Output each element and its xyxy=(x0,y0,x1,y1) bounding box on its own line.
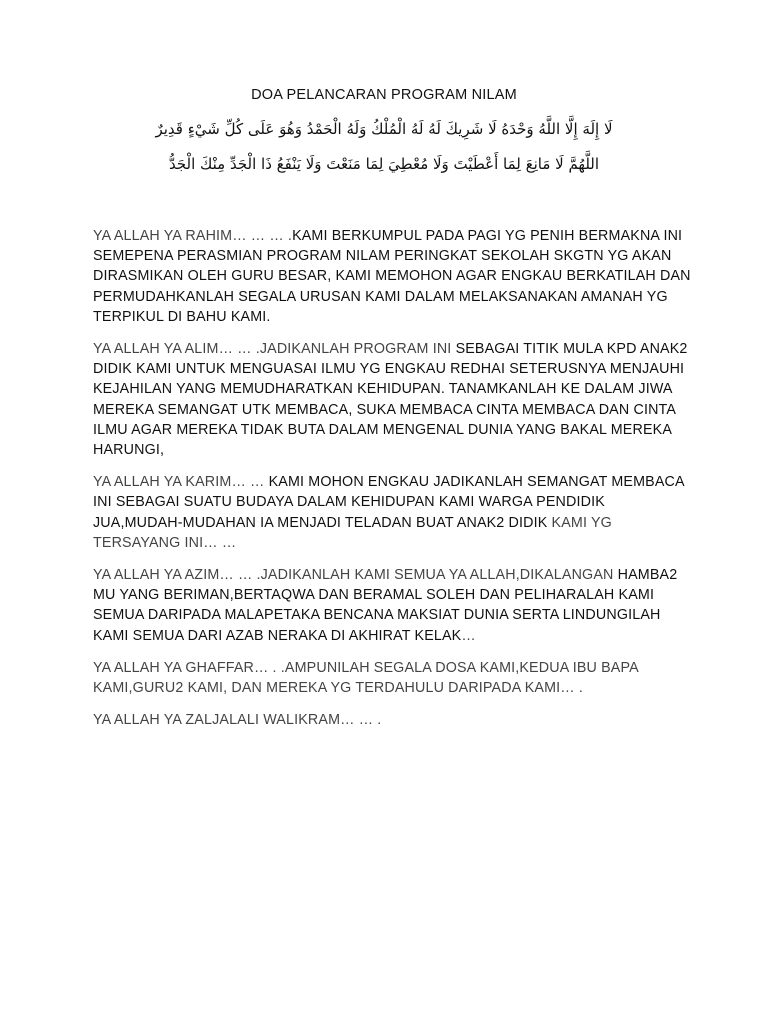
paragraph-tail: KAMI YG TERSAYANG INI… … xyxy=(93,514,612,551)
paragraph-lead: YA ALLAH YA ALIM… … .JADIKANLAH PROGRAM INI xyxy=(93,341,456,358)
paragraph-alim xyxy=(93,339,693,460)
arabic-verse-line-2: اللَّهُمَّ لَا مَانِعَ لِمَا أَعْطَيْتَ وَلَا مُعْطِيَ لِمَا مَنَعْتَ وَلَا يَنْفَعُ ذَا الْجَدِّ مِنْكَ الْجَدُّ xyxy=(168,155,600,173)
paragraph-text: KAMI MOHON ENGKAU JADIKANLAH SEMANGAT MEMBACA INI SEBAGAI SUATU BUDAYA DALAM KEHIDUPAN KAMI WARGA PENDIDIK JUA,MUDAH-MUDAHAN IA MENJADI TELADAN BUAT ANAK2 DIDIK xyxy=(93,474,684,531)
paragraph-tail: … xyxy=(461,627,476,644)
paragraph-text: HAMBA2 MU YANG BERIMAN,BERTAQWA DAN BERAMAL SOLEH DAN PELIHARALAH KAMI SEMUA DARIPADA MALAPETAKA BENCANA MAKSIAT DUNIA SERTA LINDUNGILAH KAMI SEMUA DARI AZAB NERAKA DI AKHIRAT KELAK xyxy=(93,567,678,644)
paragraph-lead: YA ALLAH YA RAHIM… … … . xyxy=(93,228,293,244)
paragraph-text: KAMI BERKUMPUL PADA PAGI YG PENIH BERMAKNA INI SEMEPENA PERASMIAN PROGRAM NILAM PERINGKAT SEKOLAH SKGTN YG AKAN DIRASMIKAN OLEH GURU BESAR, KAMI MEMOHON AGAR ENGKAU BERKATILAH DAN PERMUDAHKANLAH SEGALA URUSAN KAMI DALAM MELAKSANAKAN AMANAH YG TERPIKUL DI BAHU KAMI. xyxy=(93,228,691,325)
prayer-body xyxy=(93,226,693,742)
paragraph-karim xyxy=(93,472,693,553)
paragraph-ghaffar xyxy=(93,658,693,698)
arabic-verse-line-1: لَا إِلَهَ إِلَّا اللَّهُ وَحْدَهُ لَا شَرِيكَ لَهُ لَهُ الْمُلْكُ وَلَهُ الْحَمْدُ وَهُوَ عَلَى كُلِّ شَيْءٍ قَدِيرٌ xyxy=(155,120,613,138)
paragraph-lead: YA ALLAH YA ZALJALALI WALIKRAM… … . xyxy=(93,712,382,729)
paragraph-azim xyxy=(93,565,693,646)
document-title: DOA PELANCARAN PROGRAM NILAM xyxy=(251,87,517,103)
paragraph-text: SEBAGAI TITIK MULA KPD ANAK2 DIDIK KAMI UNTUK MENGUASAI ILMU YG ENGKAU REDHAI SETERUSNYA MENJAUHI KEJAHILAN YANG MEMUDHARATKAN KEHIDUPAN. TANAMKANLAH KE DALAM JIWA MEREKA SEMANGAT UTK MEMBACA, SUKA MEMBACA CINTA MEMBACA DAN CINTA ILMU AGAR MEREKA TIDAK BUTA DALAM MENGENAL DUNIA YANG BAKAL MEREKA HARUNGI, xyxy=(93,341,688,459)
paragraph-lead: YA ALLAH YA AZIM… … .JADIKANLAH KAMI SEMUA YA ALLAH,DIKALANGAN xyxy=(93,567,618,584)
paragraph-lead: YA ALLAH YA GHAFFAR… . .AMPUNILAH SEGALA DOSA KAMI,KEDUA IBU BAPA KAMI,GURU2 KAMI, DAN MEREKA YG TERDAHULU DARIPADA KAMI… . xyxy=(93,659,639,697)
paragraph-lead: YA ALLAH YA KARIM… … xyxy=(93,474,269,491)
paragraph-zaljalali xyxy=(93,710,693,730)
paragraph-rahim xyxy=(93,226,693,327)
